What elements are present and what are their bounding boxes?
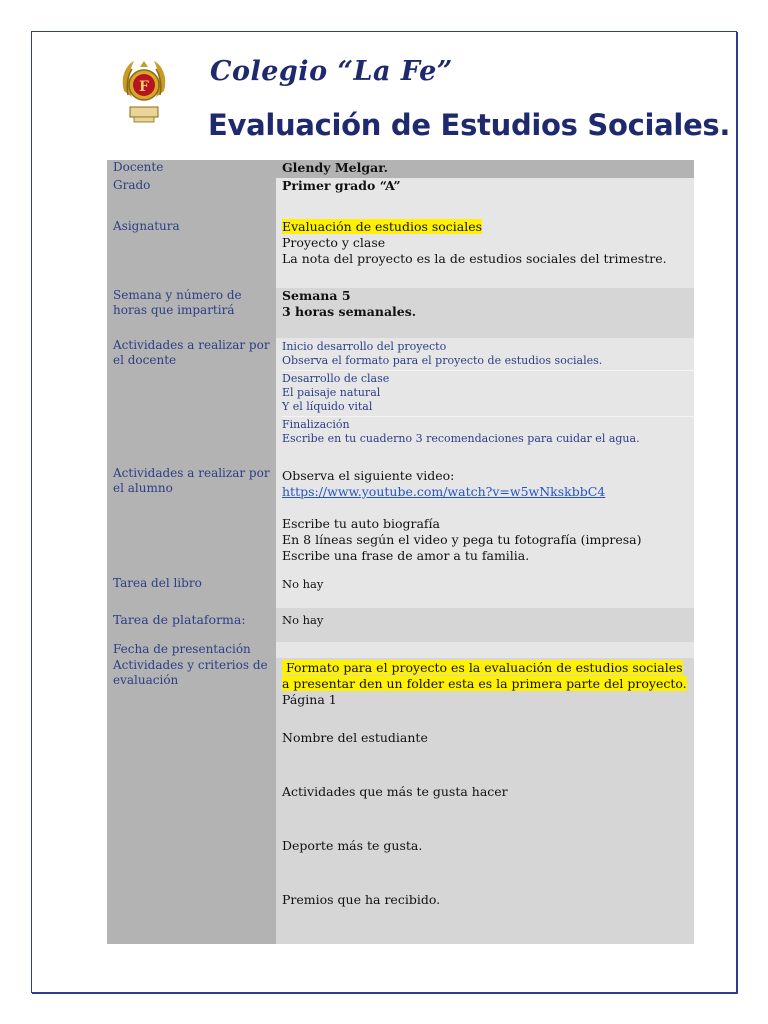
label-asignatura: Asignatura xyxy=(107,219,276,288)
youtube-video-link[interactable]: https://www.youtube.com/watch?v=w5wNkskbbC4 xyxy=(282,484,606,499)
inicio-title: Inicio desarrollo del proyecto xyxy=(282,340,447,353)
criterios-highlight-line2: a presentar den un folder esta es la primera parte del proyecto. xyxy=(282,676,687,691)
desarrollo-line2: Y el líquido vital xyxy=(282,400,373,413)
value-tarea-libro: No hay xyxy=(276,576,694,608)
value-actividades-docente xyxy=(276,338,694,466)
table-row-fecha xyxy=(107,642,694,658)
table-row-grado xyxy=(107,178,694,219)
value-grado: Primer grado “A” xyxy=(276,178,694,219)
page-title: Evaluación de Estudios Sociales. xyxy=(208,108,731,142)
svg-text:F: F xyxy=(139,79,149,95)
criterios-pagina: Página 1 xyxy=(282,692,337,707)
segment-inicio xyxy=(282,338,694,370)
school-crest-logo xyxy=(118,55,170,125)
value-tarea-plataforma: No hay xyxy=(276,608,694,642)
final-text: Escribe en tu cuaderno 3 recomendaciones para cuidar el agua. xyxy=(282,432,640,445)
table-row-tarea-libro xyxy=(107,576,694,608)
desarrollo-line1: El paisaje natural xyxy=(282,386,381,399)
table-row-asignatura xyxy=(107,219,694,288)
label-tarea-plataforma: Tarea de plataforma: xyxy=(107,608,276,642)
label-tarea-libro: Tarea del libro xyxy=(107,576,276,608)
asignatura-highlight: Evaluación de estudios sociales xyxy=(282,219,483,234)
label-criterios: Actividades y criterios de evaluación xyxy=(107,658,276,944)
table-row-tarea-plataforma xyxy=(107,608,694,642)
evaluation-table xyxy=(107,160,694,944)
table-row-semana xyxy=(107,288,694,338)
label-semana: Semana y número de horas que impartirá xyxy=(107,288,276,338)
segment-desarrollo xyxy=(282,370,694,416)
value-actividades-alumno xyxy=(276,466,694,576)
criterios-item4: Premios que ha recibido. xyxy=(282,892,441,907)
value-semana xyxy=(276,288,694,338)
alumno-line1: Observa el siguiente video: xyxy=(282,468,455,483)
label-fecha: Fecha de presentación xyxy=(107,642,276,658)
value-asignatura xyxy=(276,219,694,288)
label-actividades-alumno: Actividades a realizar por el alumno xyxy=(107,466,276,576)
inicio-text: Observa el formato para el proyecto de estudios sociales. xyxy=(282,354,603,367)
asignatura-line3: La nota del proyecto es la de estudios sociales del trimestre. xyxy=(282,251,667,266)
value-criterios xyxy=(276,658,694,944)
criterios-item2: Actividades que más te gusta hacer xyxy=(282,784,508,799)
alumno-line3: Escribe tu auto biografía xyxy=(282,516,440,531)
table-row-actividades-docente xyxy=(107,338,694,466)
criterios-item3: Deporte más te gusta. xyxy=(282,838,423,853)
criterios-item1: Nombre del estudiante xyxy=(282,730,428,745)
value-docente: Glendy Melgar. xyxy=(276,160,694,178)
alumno-line5: Escribe una frase de amor a tu familia. xyxy=(282,548,530,563)
label-docente: Docente xyxy=(107,160,276,178)
school-name: Colegio “La Fe” xyxy=(210,56,453,87)
label-actividades-docente: Actividades a realizar por el docente xyxy=(107,338,276,466)
label-grado: Grado xyxy=(107,178,276,219)
final-title: Finalización xyxy=(282,418,350,431)
asignatura-line2: Proyecto y clase xyxy=(282,235,386,250)
semana-line2: 3 horas semanales. xyxy=(282,304,417,319)
criterios-highlight-line1: Formato para el proyecto es la evaluación de estudios sociales xyxy=(282,660,683,675)
alumno-line4: En 8 líneas según el video y pega tu fotografía (impresa) xyxy=(282,532,642,547)
segment-finalizacion xyxy=(282,416,694,448)
table-row-criterios xyxy=(107,658,694,944)
value-fecha xyxy=(276,642,694,658)
semana-line1: Semana 5 xyxy=(282,288,351,303)
table-row-actividades-alumno xyxy=(107,466,694,576)
table-row-docente xyxy=(107,160,694,178)
desarrollo-title: Desarrollo de clase xyxy=(282,372,390,385)
